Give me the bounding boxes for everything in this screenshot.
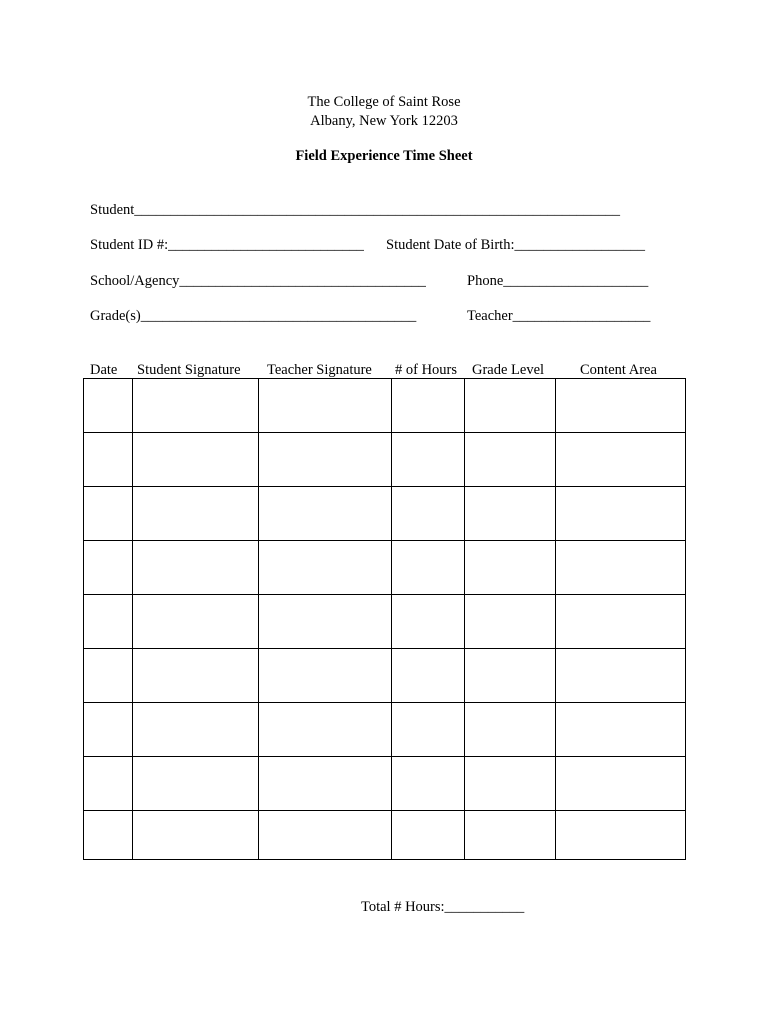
column-header-grade-level: Grade Level bbox=[472, 362, 545, 378]
student-signature-cell[interactable] bbox=[133, 703, 259, 757]
content-area-cell[interactable] bbox=[556, 541, 686, 595]
hours-cell[interactable] bbox=[392, 703, 465, 757]
teacher-signature-cell[interactable] bbox=[259, 649, 392, 703]
student-signature-cell[interactable] bbox=[133, 379, 259, 433]
table-row bbox=[84, 433, 686, 487]
content-area-cell[interactable] bbox=[556, 595, 686, 649]
table-row bbox=[84, 487, 686, 541]
teacher-field[interactable]: Teacher___________________ bbox=[467, 308, 651, 324]
table-row bbox=[84, 379, 686, 433]
table-row bbox=[84, 541, 686, 595]
grade-level-cell[interactable] bbox=[465, 487, 556, 541]
time-log-table bbox=[83, 378, 686, 860]
student-field[interactable]: Student___________________________________________________________________ bbox=[90, 202, 621, 218]
teacher-signature-cell[interactable] bbox=[259, 811, 392, 860]
column-header-teacher-signature: Teacher Signature bbox=[267, 362, 372, 378]
content-area-cell[interactable] bbox=[556, 757, 686, 811]
content-area-cell[interactable] bbox=[556, 649, 686, 703]
student-signature-cell[interactable] bbox=[133, 595, 259, 649]
date-cell[interactable] bbox=[84, 487, 133, 541]
date-cell[interactable] bbox=[84, 703, 133, 757]
table-row bbox=[84, 595, 686, 649]
grade-level-cell[interactable] bbox=[465, 649, 556, 703]
table-row bbox=[84, 757, 686, 811]
teacher-signature-cell[interactable] bbox=[259, 487, 392, 541]
date-cell[interactable] bbox=[84, 649, 133, 703]
date-cell[interactable] bbox=[84, 541, 133, 595]
teacher-signature-cell[interactable] bbox=[259, 541, 392, 595]
grade-level-cell[interactable] bbox=[465, 541, 556, 595]
total-hours-field[interactable]: Total # Hours:___________ bbox=[361, 899, 525, 915]
institution-address: Albany, New York 12203 bbox=[310, 113, 458, 129]
student-signature-cell[interactable] bbox=[133, 811, 259, 860]
student-id-field[interactable]: Student ID #:___________________________ bbox=[90, 237, 364, 253]
content-area-cell[interactable] bbox=[556, 487, 686, 541]
student-signature-cell[interactable] bbox=[133, 487, 259, 541]
column-header-hours: # of Hours bbox=[395, 362, 458, 378]
grade-level-cell[interactable] bbox=[465, 703, 556, 757]
hours-cell[interactable] bbox=[392, 811, 465, 860]
grade-level-cell[interactable] bbox=[465, 595, 556, 649]
teacher-signature-cell[interactable] bbox=[259, 433, 392, 487]
table-row bbox=[84, 703, 686, 757]
content-area-cell[interactable] bbox=[556, 433, 686, 487]
form-title: Field Experience Time Sheet bbox=[295, 148, 473, 164]
grade-level-cell[interactable] bbox=[465, 811, 556, 860]
date-cell[interactable] bbox=[84, 379, 133, 433]
student-dob-field[interactable]: Student Date of Birth:__________________ bbox=[386, 237, 645, 253]
student-signature-cell[interactable] bbox=[133, 541, 259, 595]
date-cell[interactable] bbox=[84, 433, 133, 487]
content-area-cell[interactable] bbox=[556, 379, 686, 433]
student-signature-cell[interactable] bbox=[133, 649, 259, 703]
hours-cell[interactable] bbox=[392, 487, 465, 541]
grade-level-cell[interactable] bbox=[465, 757, 556, 811]
student-signature-cell[interactable] bbox=[133, 757, 259, 811]
teacher-signature-cell[interactable] bbox=[259, 703, 392, 757]
teacher-signature-cell[interactable] bbox=[259, 379, 392, 433]
date-cell[interactable] bbox=[84, 811, 133, 860]
date-cell[interactable] bbox=[84, 595, 133, 649]
table-row bbox=[84, 649, 686, 703]
institution-name: The College of Saint Rose bbox=[307, 94, 461, 110]
hours-cell[interactable] bbox=[392, 433, 465, 487]
column-header-student-signature: Student Signature bbox=[137, 362, 241, 378]
hours-cell[interactable] bbox=[392, 379, 465, 433]
table-row bbox=[84, 811, 686, 860]
content-area-cell[interactable] bbox=[556, 811, 686, 860]
school-agency-field[interactable]: School/Agency__________________________________ bbox=[90, 273, 426, 289]
grade-level-cell[interactable] bbox=[465, 433, 556, 487]
phone-field[interactable]: Phone____________________ bbox=[467, 273, 649, 289]
grades-field[interactable]: Grade(s)______________________________________ bbox=[90, 308, 417, 324]
teacher-signature-cell[interactable] bbox=[259, 757, 392, 811]
teacher-signature-cell[interactable] bbox=[259, 595, 392, 649]
date-cell[interactable] bbox=[84, 757, 133, 811]
column-header-date: Date bbox=[90, 362, 118, 378]
hours-cell[interactable] bbox=[392, 649, 465, 703]
grade-level-cell[interactable] bbox=[465, 379, 556, 433]
content-area-cell[interactable] bbox=[556, 703, 686, 757]
hours-cell[interactable] bbox=[392, 595, 465, 649]
hours-cell[interactable] bbox=[392, 541, 465, 595]
student-signature-cell[interactable] bbox=[133, 433, 259, 487]
hours-cell[interactable] bbox=[392, 757, 465, 811]
time-log-body bbox=[84, 379, 686, 860]
column-header-content-area: Content Area bbox=[580, 362, 657, 378]
